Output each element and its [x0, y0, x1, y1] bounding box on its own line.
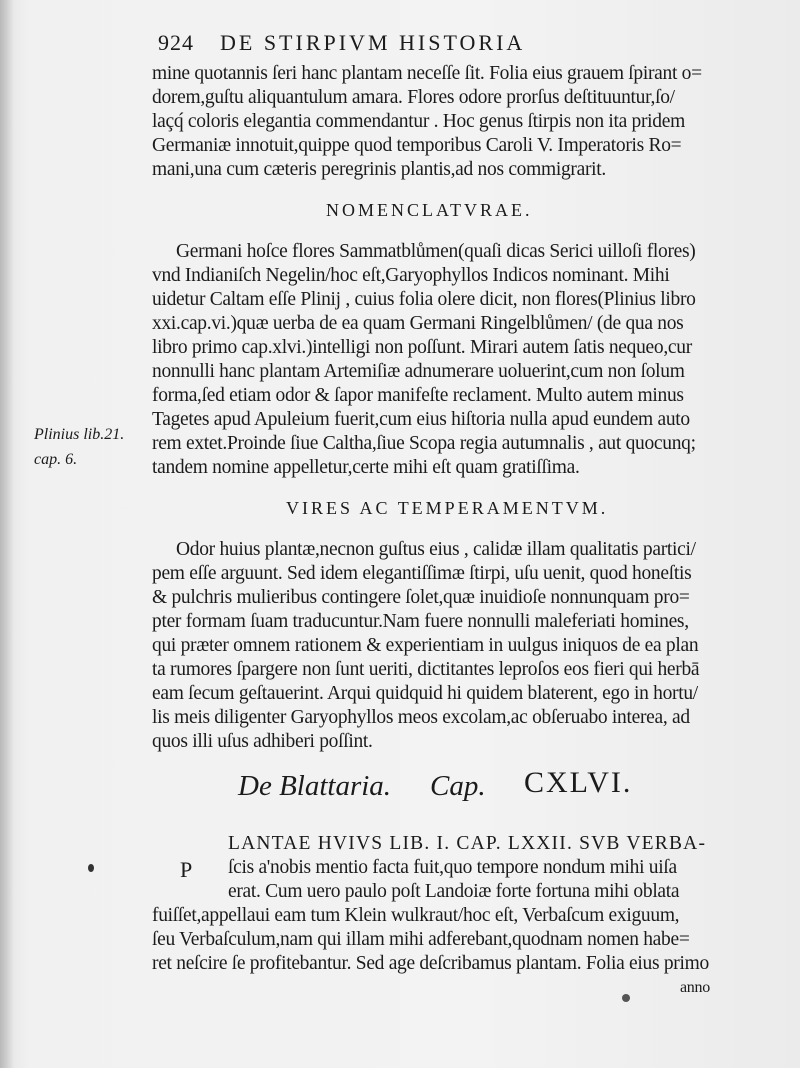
text-line: quos illi uſus adhiberi poſſint. [152, 731, 373, 752]
text-line: fuiſſet,appellaui eam tum Klein wulkraut/hoc eſt, Verbaſcum exiguum, [152, 905, 680, 926]
ink-speck [622, 994, 630, 1002]
text-line: uidetur Caltam eſſe Plinij , cuius folia olere dicit, non flores(Plinius libro [152, 289, 696, 310]
text-line: pem eſſe arguunt. Sed idem elegantiſſimæ ſtirpi, uſu uenit, quod honeſtis [152, 563, 692, 584]
text-line: tandem nomine appelletur,certe mihi eſt quam gratiſſima. [152, 457, 580, 478]
margin-note [34, 422, 124, 472]
text-line: lis meis diligenter Garyophyllos meos excolam,ac obſeruabo interea, ad [152, 707, 690, 728]
text-line: rem extet.Proinde ſiue Caltha,ſiue Scopa regia autumnalis , aut quocunq; [152, 433, 696, 454]
text-line: eam ſecum geſtauerint. Arqui quidquid hi quidem blaterent, ego in hortu/ [152, 683, 698, 704]
text-line: nonnulli hanc plantam Artemiſiæ adnumerare uoluerint,cum non ſolum [152, 361, 685, 382]
text-line: libro primo cap.xlvi.)intelligi non poſſunt. Mirari autem ſatis nequeo,cur [152, 337, 692, 358]
catchword: anno [680, 979, 710, 996]
text-line: Tagetes apud Apuleium fuerit,cum eius hiſtoria nulla apud eundem auto [152, 409, 690, 430]
section-heading-nomenclature: NOMENCLATVRAE. [326, 200, 533, 220]
text-line: ſcis a'nobis mentio facta fuit,quo tempore nondum mihi uiſa [228, 857, 677, 878]
margin-note-line: Plinius lib.21. [34, 426, 125, 443]
text-line: mani,una cum cæteris peregrinis plantis,ad nos commigrarit. [152, 159, 606, 180]
text-line: dorem,guſtu aliquantulum amara. Flores odore prorſus deſtituuntur,ſo/ [152, 87, 675, 108]
ink-speck [88, 864, 94, 872]
page-number: 924 [158, 30, 194, 55]
chapter-title: De Blattaria. [238, 770, 392, 802]
text-line: pter formam ſuam traducuntur.Nam fuere nonnulli maleferiati homines, [152, 611, 689, 632]
text-line: & pulchris mulieribus contingere ſolet,quæ inuidioſe nonnunquam pro= [152, 587, 690, 608]
text-line: ret neſcire ſe profitebantur. Sed age deſcribamus plantam. Folia eius primo [152, 953, 709, 974]
chapter-number: CXLVI. [524, 766, 633, 799]
text-line: mine quotannis ſeri hanc plantam neceſſe ſit. Folia eius grauem ſpirant o= [152, 63, 702, 84]
text-line: Germani hoſce flores Sammatblůmen(quaſi dicas Serici uilloſi flores) [176, 241, 696, 262]
text-line: xxi.cap.vi.)quæ uerba de ea quam Germani Ringelblůmen/ (de qua nos [152, 313, 684, 334]
text-line: erat. Cum uero paulo poſt Landoiæ forte fortuna mihi oblata [228, 881, 680, 902]
text-line: Germaniæ innotuit,quippe quod temporibus Caroli V. Imperatoris Ro= [152, 135, 682, 156]
running-title: DE STIRPIVM HISTORIA [220, 30, 526, 55]
gutter-shadow [0, 0, 14, 1068]
text-line: qui præter omnem rationem & experientiam in uulgus iniquos de ea plan [152, 635, 699, 656]
text-line: Odor huius plantæ,necnon guſtus eius , calidæ illam qualitatis partici/ [176, 539, 696, 560]
text-line: forma,ſed etiam odor & ſapor manifeſte reclament. Multo autem minus [152, 385, 684, 406]
text-line: laçq́ coloris elegantia commendantur . Hoc genus ſtirpis non ita pridem [152, 111, 685, 132]
running-head [158, 30, 758, 64]
initial-letter: P [180, 857, 192, 882]
text-line: LANTAE HVIVS LIB. I. CAP. LXXII. SVB VERBA- [228, 833, 707, 854]
section-heading-vires: VIRES AC TEMPERAMENTVM. [286, 498, 609, 518]
chapter-label: Cap. [430, 770, 486, 802]
text-line: ta rumores ſpargere non ſunt ueriti, dictitantes leproſos eos fieri qui herbā [152, 659, 700, 680]
text-line: ſeu Verbaſculum,nam qui illam mihi adferebant,quodnam nomen habe= [152, 929, 690, 950]
margin-note-line: cap. 6. [34, 451, 78, 468]
text-line: vnd Indianiſch Negelin/hoc eſt,Garyophyllos Indicos nominant. Mihi [152, 265, 670, 286]
